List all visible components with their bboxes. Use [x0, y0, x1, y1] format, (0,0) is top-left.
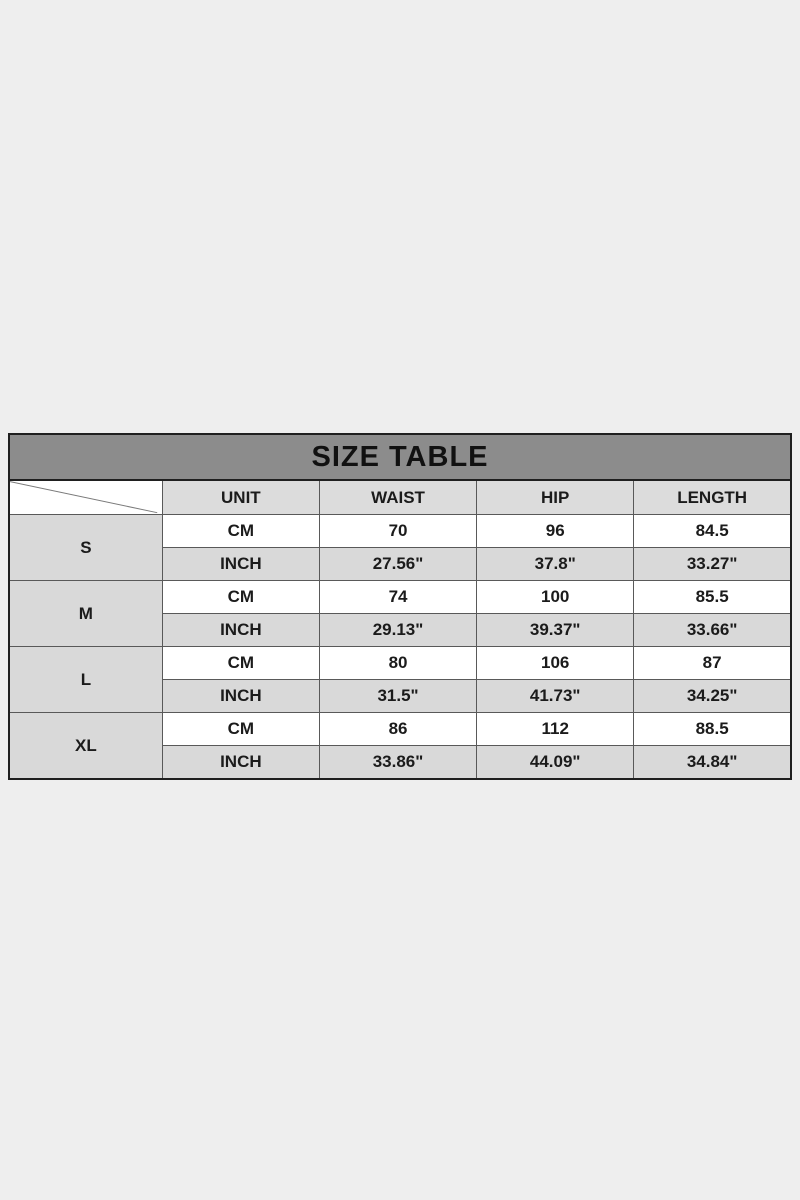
measurement-cell: 37.8" [477, 548, 634, 581]
unit-cell: INCH [162, 746, 319, 780]
measurement-cell: 29.13" [319, 614, 476, 647]
size-cell-m: M [9, 581, 162, 647]
measurement-cell: 27.56" [319, 548, 476, 581]
measurement-cell: 31.5" [319, 680, 476, 713]
table-row-xl-cm [9, 713, 791, 746]
measurement-cell: 80 [319, 647, 476, 680]
unit-cell: INCH [162, 548, 319, 581]
measurement-cell: 86 [319, 713, 476, 746]
measurement-cell: 33.27" [634, 548, 791, 581]
measurement-cell: 112 [477, 713, 634, 746]
unit-cell: CM [162, 581, 319, 614]
measurement-cell: 34.84" [634, 746, 791, 780]
measurement-cell: 85.5 [634, 581, 791, 614]
measurement-cell: 39.37" [477, 614, 634, 647]
measurement-cell: 84.5 [634, 515, 791, 548]
measurement-cell: 87 [634, 647, 791, 680]
size-table-title-row [9, 434, 791, 480]
unit-cell: CM [162, 515, 319, 548]
size-table [8, 433, 792, 780]
table-row-m-cm [9, 581, 791, 614]
measurement-cell: 74 [319, 581, 476, 614]
unit-cell: INCH [162, 614, 319, 647]
measurement-cell: 33.86" [319, 746, 476, 780]
measurement-cell: 100 [477, 581, 634, 614]
measurement-cell: 88.5 [634, 713, 791, 746]
unit-cell: CM [162, 647, 319, 680]
measurement-cell: 106 [477, 647, 634, 680]
size-table-grid [8, 433, 792, 780]
table-row-s-cm [9, 515, 791, 548]
measurement-cell: 96 [477, 515, 634, 548]
size-cell-l: L [9, 647, 162, 713]
size-cell-s: S [9, 515, 162, 581]
table-row-l-cm [9, 647, 791, 680]
column-header-length: LENGTH [634, 480, 791, 515]
column-header-hip: HIP [477, 480, 634, 515]
size-table-title: SIZE TABLE [9, 434, 791, 480]
measurement-cell: 44.09" [477, 746, 634, 780]
measurement-cell: 41.73" [477, 680, 634, 713]
size-cell-xl: XL [9, 713, 162, 780]
measurement-cell: 34.25" [634, 680, 791, 713]
measurement-cell: 33.66" [634, 614, 791, 647]
unit-cell: CM [162, 713, 319, 746]
unit-cell: INCH [162, 680, 319, 713]
diagonal-header-cell [9, 480, 162, 515]
diagonal-line [10, 481, 162, 514]
column-header-unit: UNIT [162, 480, 319, 515]
column-header-waist: WAIST [319, 480, 476, 515]
measurement-cell: 70 [319, 515, 476, 548]
column-header-row [9, 480, 791, 515]
